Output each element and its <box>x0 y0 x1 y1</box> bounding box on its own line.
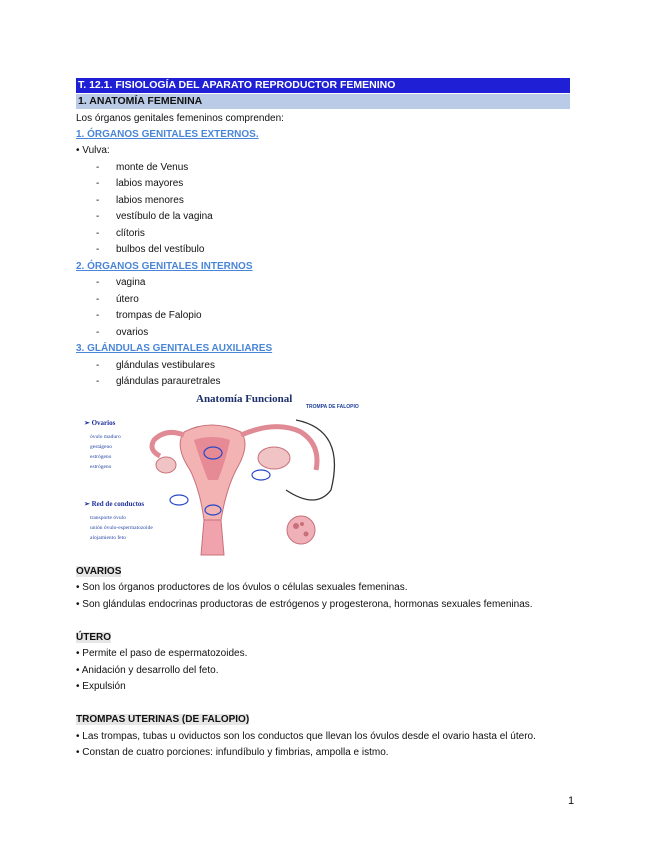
ovarios-label: ➢ Ovarios <box>84 419 116 427</box>
ovarios-item: óvulo maduro <box>90 434 121 440</box>
list-item: labios menores <box>116 195 184 206</box>
list-item: vestíbulo de la vagina <box>116 211 213 222</box>
ovarios-item: gestágeno <box>90 444 112 450</box>
section-heading-anatomia: 1. ANATOMÍA FEMENINA <box>76 94 570 109</box>
list-item: trompas de Falopio <box>116 310 202 321</box>
utero-item: • Anidación y desarrollo del feto. <box>76 665 219 676</box>
list-dash: - <box>96 360 100 371</box>
heading-ovarios-text: OVARIOS <box>76 566 122 577</box>
list-dash: - <box>96 327 100 338</box>
list-dash: - <box>96 178 100 189</box>
document-title: T. 12.1. FISIOLOGÍA DEL APARATO REPRODUCTOR FEMENINO <box>76 78 570 93</box>
ovarios-item: • Son glándulas endocrinas productoras de estrógenos y progesterona, hormonas sexuales femeninas. <box>76 599 533 610</box>
list-dash: - <box>96 277 100 288</box>
red-item: transporte óvulo <box>90 515 126 521</box>
trompas-item: • Las trompas, tubas u oviductos son los conductos que llevan los óvulos desde el ovario hasta el útero. <box>76 731 536 742</box>
red-item: unión óvulo-espermatozoide <box>90 525 153 531</box>
list-dash: - <box>96 228 100 239</box>
list-dash: - <box>96 376 100 387</box>
intro-text: Los órganos genitales femeninos comprenden: <box>76 113 284 124</box>
list-dash: - <box>96 244 100 255</box>
list-item: vagina <box>116 277 146 288</box>
list-item: glándulas vestibulares <box>116 360 215 371</box>
heading-ovarios <box>76 566 121 578</box>
page-number: 1 <box>568 795 575 807</box>
list-item: clítoris <box>116 228 145 239</box>
list-dash: - <box>96 294 100 305</box>
list-item: monte de Venus <box>116 162 189 173</box>
list-dash: - <box>96 195 100 206</box>
list-item: glándulas parauretrales <box>116 376 221 387</box>
red-label: ➢ Red de conductos <box>84 500 145 508</box>
list-item: ovarios <box>116 327 149 338</box>
heading-utero-text: ÚTERO <box>76 632 111 643</box>
list-dash: - <box>96 211 100 222</box>
list-dash: - <box>96 310 100 321</box>
utero-item: • Expulsión <box>76 681 126 692</box>
heading-utero <box>76 632 111 644</box>
ovarios-item: estrógeno <box>90 454 112 460</box>
utero-item: • Permite el paso de espermatozoides. <box>76 648 248 659</box>
ovarios-item: • Son los órganos productores de los óvulos o células sexuales femeninas. <box>76 582 408 593</box>
figure-title: Anatomía Funcional <box>196 393 293 405</box>
list-item: bulbos del vestíbulo <box>116 244 205 255</box>
red-item: alojamiento feto <box>90 535 126 541</box>
list-dash: - <box>96 162 100 173</box>
vulva-label: • Vulva: <box>76 145 110 156</box>
heading-internos[interactable]: 2. ÓRGANOS GENITALES INTERNOS <box>76 261 253 272</box>
list-item: labios mayores <box>116 178 184 189</box>
list-item: útero <box>116 294 139 305</box>
trompas-item: • Constan de cuatro porciones: infundíbulo y fimbrias, ampolla e istmo. <box>76 747 389 758</box>
anatomy-figure <box>76 390 360 558</box>
heading-trompas <box>76 714 249 726</box>
ovarios-item: estrógeno <box>90 464 112 470</box>
trompa-label: TROMPA DE FALOPIO <box>306 404 359 410</box>
heading-auxiliares[interactable]: 3. GLÁNDULAS GENITALES AUXILIARES <box>76 343 273 354</box>
heading-trompas-text: TROMPAS UTERINAS (DE FALOPIO) <box>76 714 250 725</box>
heading-externos[interactable]: 1. ÓRGANOS GENITALES EXTERNOS. <box>76 129 259 140</box>
